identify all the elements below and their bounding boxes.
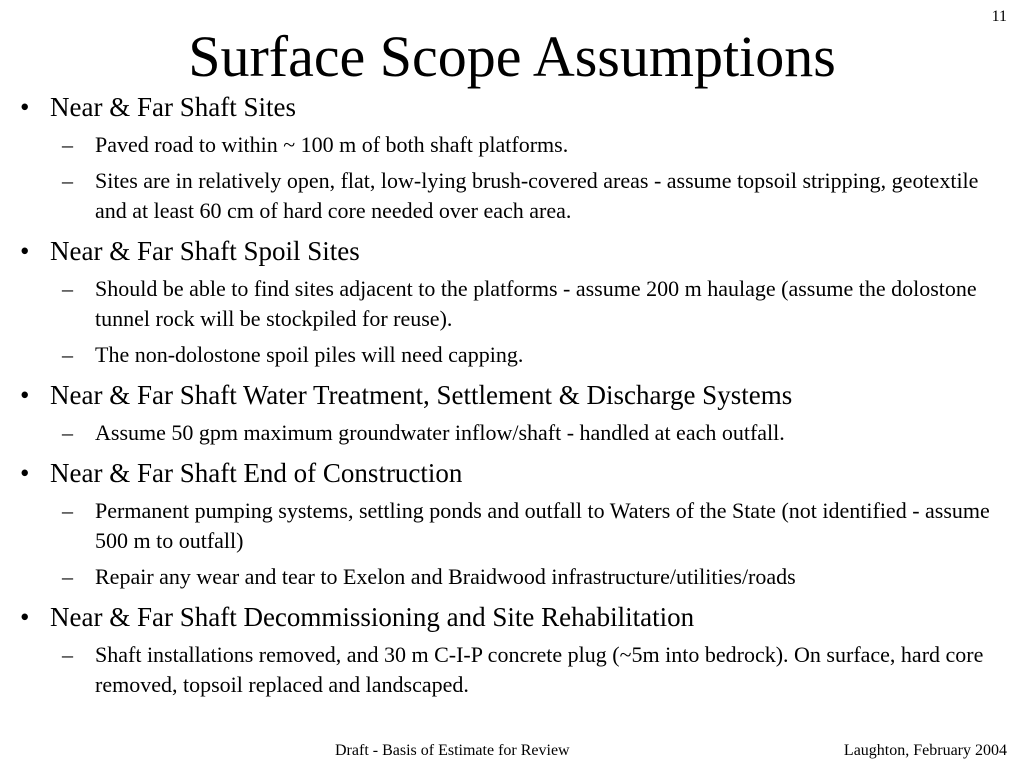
sub-bullet-text: Sites are in relatively open, flat, low-lying brush-covered areas - assume topsoil stripping, geotextile and at least 60 cm of hard core needed over each area. xyxy=(95,168,979,223)
bullet-icon: • xyxy=(20,458,30,488)
sub-bullet-item xyxy=(20,562,1010,592)
bullet-text: Near & Far Shaft Sites xyxy=(50,92,296,122)
dash-icon: – xyxy=(62,564,73,589)
bullet-item xyxy=(20,456,1010,490)
dash-icon: – xyxy=(62,498,73,523)
footer-center-text: Draft - Basis of Estimate for Review xyxy=(335,742,570,759)
sub-bullet-text: Shaft installations removed, and 30 m C-I-P concrete plug (~5m into bedrock). On surface, hard core removed, topsoil replaced and landscaped. xyxy=(95,642,984,697)
bullet-item xyxy=(20,90,1010,124)
sub-bullet-item xyxy=(20,496,1010,556)
dash-icon: – xyxy=(62,132,73,157)
sub-bullet-text: Should be able to find sites adjacent to the platforms - assume 200 m haulage (assume the dolostone tunnel rock will be stockpiled for reuse). xyxy=(95,276,977,331)
bullet-icon: • xyxy=(20,380,30,410)
bullet-item xyxy=(20,600,1010,634)
sub-bullet-item xyxy=(20,340,1010,370)
sub-bullet-item xyxy=(20,640,1010,700)
bullet-text: Near & Far Shaft End of Construction xyxy=(50,458,463,488)
dash-icon: – xyxy=(62,276,73,301)
bullet-text: Near & Far Shaft Water Treatment, Settlement & Discharge Systems xyxy=(50,380,793,410)
sub-bullet-text: Permanent pumping systems, settling ponds and outfall to Waters of the State (not identified - assume 500 m to outfall) xyxy=(95,498,990,553)
dash-icon: – xyxy=(62,168,73,193)
footer-right-text: Laughton, February 2004 xyxy=(843,742,1007,759)
sub-bullet-text: Assume 50 gpm maximum groundwater inflow/shaft - handled at each outfall. xyxy=(95,420,785,445)
sub-bullet-item xyxy=(20,274,1010,334)
dash-icon: – xyxy=(62,420,73,445)
slide-title: Surface Scope Assumptions xyxy=(188,24,836,89)
bullet-icon: • xyxy=(20,236,30,266)
sub-bullet-text: Paved road to within ~ 100 m of both shaft platforms. xyxy=(95,132,569,157)
sub-bullet-text: Repair any wear and tear to Exelon and Braidwood infrastructure/utilities/roads xyxy=(95,564,796,589)
sub-bullet-item xyxy=(20,166,1010,226)
bullet-list xyxy=(20,90,1010,700)
dash-icon: – xyxy=(62,642,73,667)
sub-bullet-item xyxy=(20,130,1010,160)
bullet-item xyxy=(20,234,1010,268)
bullet-text: Near & Far Shaft Spoil Sites xyxy=(50,236,360,266)
bullet-item xyxy=(20,378,1010,412)
dash-icon: – xyxy=(62,342,73,367)
bullet-icon: • xyxy=(20,92,30,122)
slide-number: 11 xyxy=(991,8,1007,25)
sub-bullet-item xyxy=(20,418,1010,448)
bullet-text: Near & Far Shaft Decommissioning and Site Rehabilitation xyxy=(50,602,695,632)
sub-bullet-text: The non-dolostone spoil piles will need capping. xyxy=(95,342,524,367)
bullet-icon: • xyxy=(20,602,30,632)
